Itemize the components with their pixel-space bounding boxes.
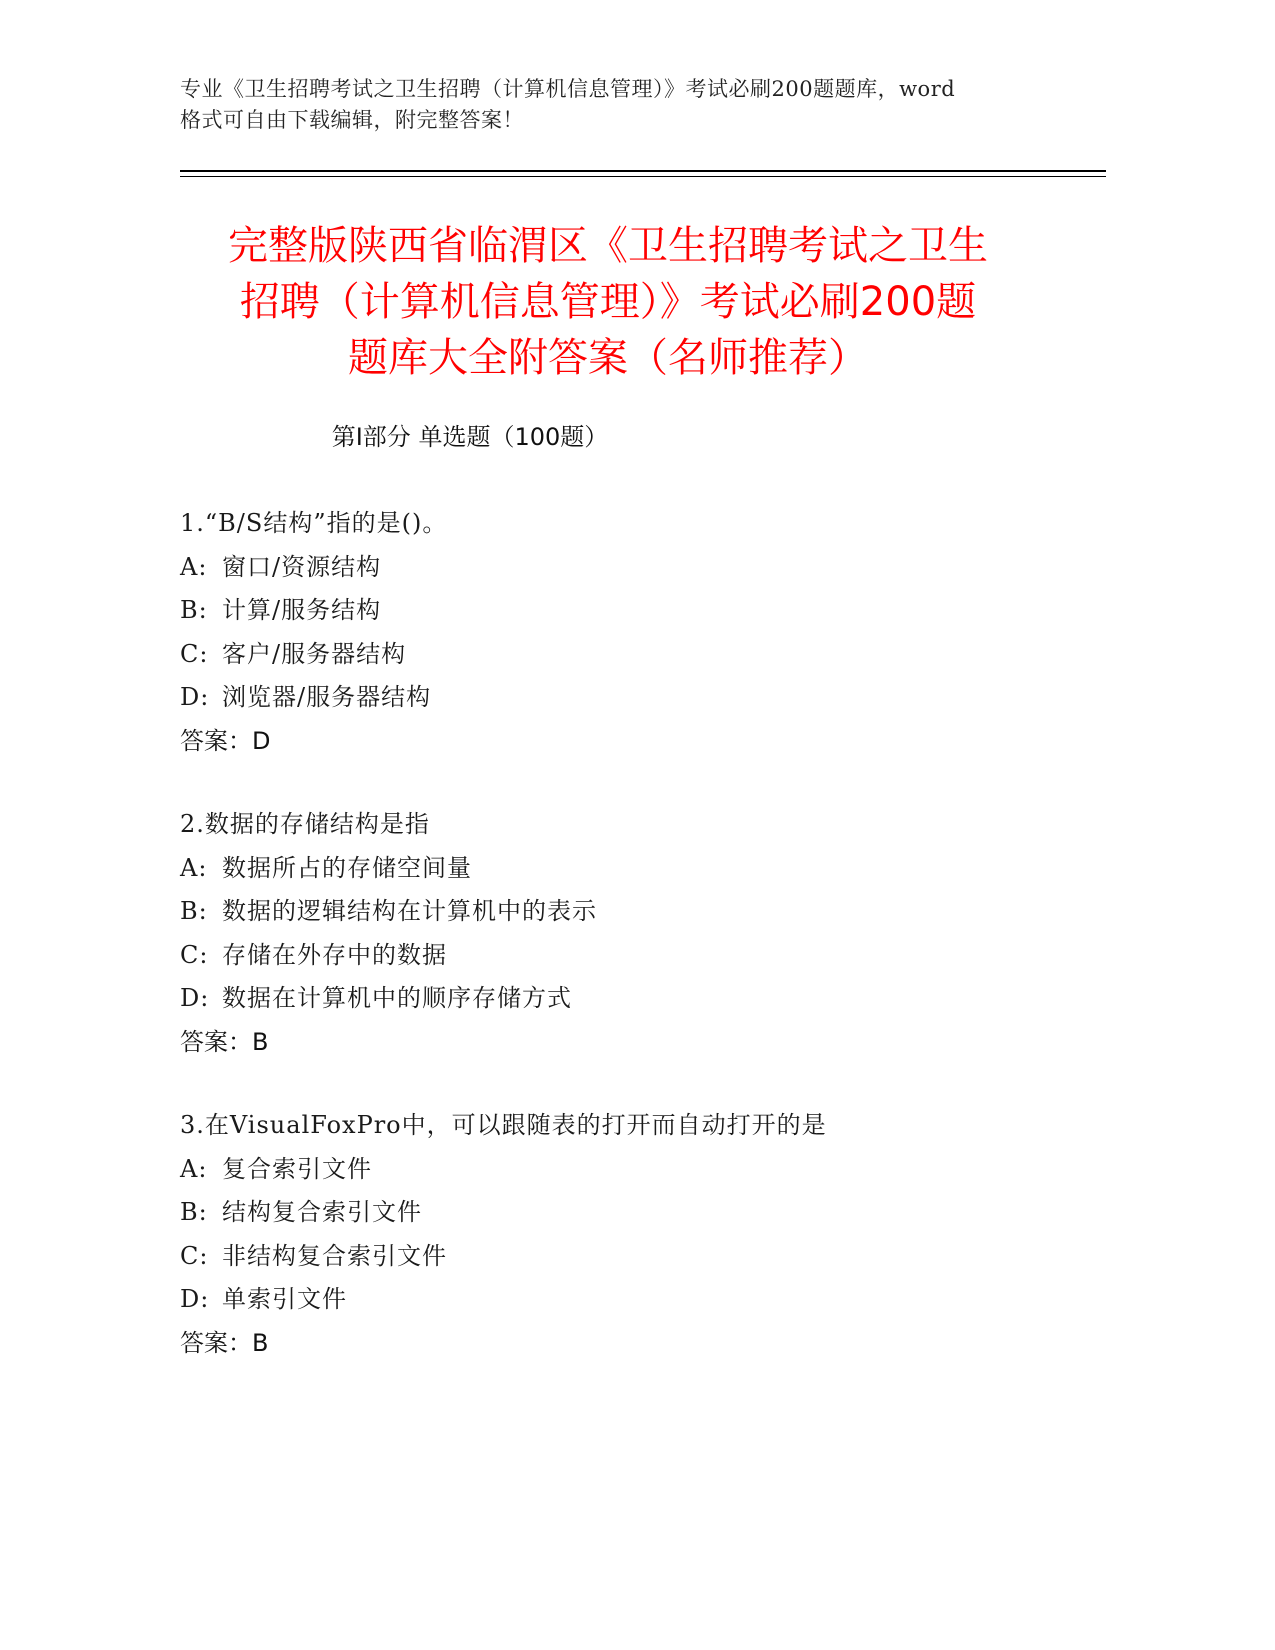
- option-label: C:: [180, 940, 209, 969]
- option-text: 结构复合索引文件: [222, 1198, 422, 1226]
- option-label: B:: [180, 596, 208, 624]
- document-title: [180, 218, 1036, 386]
- answer-line: 答案：D: [180, 726, 271, 755]
- title-line-2: 招聘（计算机信息管理）》考试必刷200题: [239, 279, 977, 325]
- question-stem: 3.在VisualFoxPro中，可以跟随表的打开而自动打开的是: [180, 1111, 827, 1139]
- option-text: 单索引文件: [222, 1285, 347, 1313]
- option-label: A:: [180, 552, 208, 581]
- option-text: 数据在计算机中的顺序存储方式: [222, 984, 572, 1012]
- option-c: [180, 934, 1080, 978]
- option-label: C:: [180, 639, 209, 668]
- option-label: A:: [180, 853, 208, 882]
- question-stem: 2.数据的存储结构是指: [180, 810, 430, 838]
- option-text: 非结构复合索引文件: [222, 1241, 447, 1270]
- header-note: [180, 74, 1060, 136]
- option-label: B:: [180, 1198, 208, 1226]
- option-a: [180, 1148, 1080, 1192]
- option-b: [180, 589, 1080, 633]
- option-label: D:: [180, 984, 210, 1012]
- header-rule-thin: [180, 176, 1106, 177]
- option-d: [180, 977, 1080, 1021]
- option-c: [180, 633, 1080, 677]
- option-label: D:: [180, 1285, 210, 1313]
- option-a: [180, 847, 1080, 891]
- option-label: A:: [180, 1154, 208, 1183]
- option-b: [180, 890, 1080, 934]
- option-text: 复合索引文件: [222, 1154, 372, 1183]
- option-text: 存储在外存中的数据: [222, 940, 447, 969]
- option-label: B:: [180, 897, 208, 925]
- option-text: 客户/服务器结构: [222, 639, 407, 668]
- question-list: [180, 502, 1080, 1405]
- option-text: 数据的逻辑结构在计算机中的表示: [222, 897, 597, 925]
- option-d: [180, 676, 1080, 720]
- header-note-line-1: 专业《卫生招聘考试之卫生招聘（计算机信息管理）》考试必刷200题题库，word: [180, 77, 956, 101]
- section-heading: 第Ⅰ部分 单选题（100题）: [331, 423, 609, 451]
- option-b: [180, 1191, 1080, 1235]
- header-rule-thick: [180, 170, 1106, 172]
- question-1: [180, 502, 1080, 763]
- answer-line: 答案：B: [180, 1328, 269, 1357]
- option-d: [180, 1278, 1080, 1322]
- option-text: 计算/服务结构: [222, 596, 382, 624]
- question-stem: 1.“B/S结构”指的是()。: [180, 509, 448, 537]
- header-note-line-2: 格式可自由下载编辑，附完整答案！: [180, 108, 524, 132]
- question-3: [180, 1104, 1080, 1365]
- option-label: C:: [180, 1241, 209, 1270]
- option-a: [180, 546, 1080, 590]
- option-c: [180, 1235, 1080, 1279]
- title-line-3: 题库大全附答案（名师推荐）: [348, 335, 868, 381]
- option-text: 窗口/资源结构: [222, 552, 382, 581]
- option-text: 数据所占的存储空间量: [222, 853, 472, 882]
- answer-line: 答案：B: [180, 1027, 269, 1056]
- option-text: 浏览器/服务器结构: [222, 683, 432, 711]
- question-2: [180, 803, 1080, 1064]
- title-line-1: 完整版陕西省临渭区《卫生招聘考试之卫生: [228, 223, 988, 269]
- option-label: D:: [180, 683, 210, 711]
